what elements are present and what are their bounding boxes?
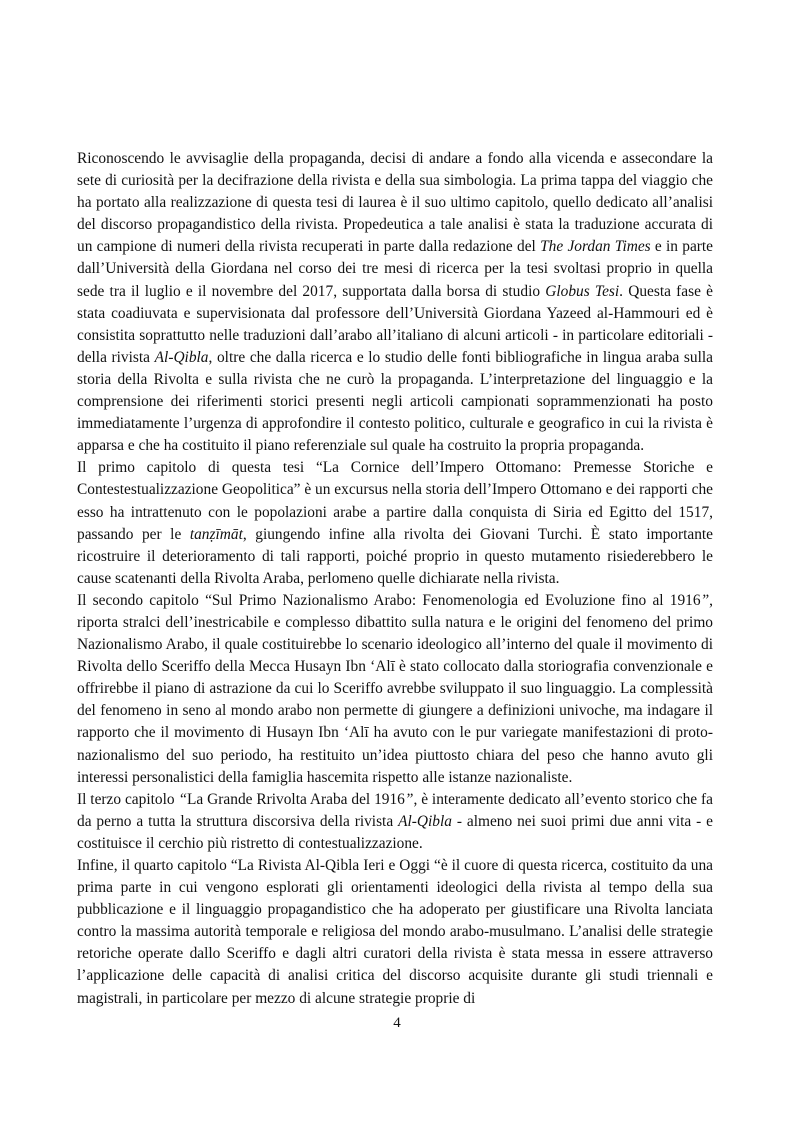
paragraph-introduction xyxy=(77,148,713,457)
text-run: La Grande Rrivolta Araba del 1916 xyxy=(187,790,405,808)
italic-text-run: “ xyxy=(178,790,188,808)
italic-text-run: Al-Qibla xyxy=(398,812,452,830)
text-run: , giungendo infine alla rivolta dei Giovani Turchi. È stato importante ricostruire il deterioramento di tali rapporti, poiché proprio in questo mutamento risiederebbero le cause scatenanti della Rivolta Araba, perlomeno quelle dichiarate nella rivista. xyxy=(77,525,713,587)
text-run: , riporta stralci dell’inestricabile e complesso dibattito sulla natura e le origini del fenomeno del primo Nazionalismo Arabo, il quale costituirebbe lo scenario ideologico all’interno del quale il movimento di Rivolta dello Sceriffo della Mecca Husayn Ibn ‘Alī è stato collocato dalla storiografia convenzionale e offrirebbe il piano di astrazione da cui lo Sceriffo avrebbe sviluppato il suo linguaggio. La complessità del fenomeno in seno al mondo arabo non permette di giungere a definizioni univoche, ma indagare il rapporto che il movimento di Husayn Ibn ‘Alī ha avuto con le pur variegate manifestazioni di proto-nazionalismo del suo periodo, ha restituito un’idea piuttosto chiara del peso che hanno avuto gli interessi personalistici della famiglia hascemita rispetto alle istanze nazionaliste. xyxy=(77,591,713,786)
paragraph-second-chapter xyxy=(77,590,713,789)
text-run: Il secondo capitolo “Sul Primo Nazionalismo Arabo: Fenomenologia ed Evoluzione fino al 1916 xyxy=(77,591,701,609)
text-run: . Questa fase è stata coadiuvata e supervisionata dal professore dell’Università Giordana Yazeed al-Hammouri ed è consistita soprattutto nelle traduzioni dall’arabo all’italiano di alcuni articoli - in particolare editoriali - della rivista xyxy=(77,282,713,366)
text-run: Il primo capitolo di questa tesi “La Cornice dell’Impero Ottomano: Premesse Storiche e Contestestualizzazione Geopolitica” è un excursus nella storia dell’Impero Ottomano e dei rapporti che esso ha intrattenuto con le popolazioni arabe a partire dalla conquista di Siria ed Egitto del 1517, passando per le xyxy=(77,459,713,543)
italic-text-run: ” xyxy=(700,591,710,609)
text-run: e in parte dall’Università della Giordana nel corso dei tre mesi di ricerca per la tesi svoltasi proprio in quella sede tra il luglio e il novembre del 2017, supportata dalla borsa di studio xyxy=(77,238,714,300)
paragraph-fourth-chapter xyxy=(77,855,713,1010)
text-run: , oltre che dalla ricerca e lo studio delle fonti bibliografiche in lingua araba sulla storia della Rivolta e sulla rivista che ne curò la propaganda. L’interpretazione del linguaggio e la comprensione dei riferimenti storici presenti negli articoli campionati soprammenzionati ha posto immediatamente l’urgenza di approfondire il contesto politico, culturale e geografico in cui la rivista è apparsa e che ha costituito il piano referenziale sul quale ha costruito la propria propaganda. xyxy=(77,348,714,455)
italic-text-run: ” xyxy=(404,790,414,808)
italic-text-run: The Jordan Times xyxy=(540,238,651,256)
text-run: Riconoscendo le avvisaglie della propaganda, decisi di andare a fondo alla vicenda e assecondare la sete di curiosità per la decifrazione della rivista e della sua simbologia. La prima tappa del viaggio che ha portato alla realizzazione di questa tesi di laurea è il suo ultimo capitolo, quello dedicato all’analisi del discorso propagandistico della rivista. Propedeutica a tale analisi è stata la traduzione accurata di un campione di numeri della rivista recuperati in parte dalla redazione del xyxy=(77,150,713,256)
page-body xyxy=(77,148,713,1010)
page-number: 4 xyxy=(393,1015,401,1031)
paragraph-third-chapter xyxy=(77,789,713,855)
italic-text-run: tanẓīmāt xyxy=(189,525,243,543)
paragraph-first-chapter xyxy=(77,457,713,590)
italic-text-run: Al-Qibla xyxy=(154,348,209,366)
text-run: Il terzo capitolo xyxy=(77,790,179,808)
text-run: , è interamente dedicato all’evento storico che fa da perno a tutta la struttura discorsiva della rivista xyxy=(77,790,713,830)
text-run: - almeno nei suoi primi due anni vita - e costituisce il cerchio più ristretto di contestualizzazione. xyxy=(77,812,713,852)
italic-text-run: Globus Tesi xyxy=(545,282,620,300)
text-run: Infine, il quarto capitolo “La Rivista Al-Qibla Ieri e Oggi “è il cuore di questa ricerca, costituito da una prima parte in cui vengono esplorati gli orientamenti ideologici della rivista al tempo della sua pubblicazione e il linguaggio propagandistico che ha adoperato per giustificare una Rivolta lanciata contro la massima autorità temporale e religiosa del mondo arabo-musulmano. L’analisi delle strategie retoriche operate dallo Sceriffo e dagli altri curatori della rivista è stata messa in essere attraverso l’applicazione delle capacità di analisi critica del discorso acquisite durante gli studi triennali e magistrali, in particolare per mezzo di alcune strategie proprie di xyxy=(77,857,713,1007)
